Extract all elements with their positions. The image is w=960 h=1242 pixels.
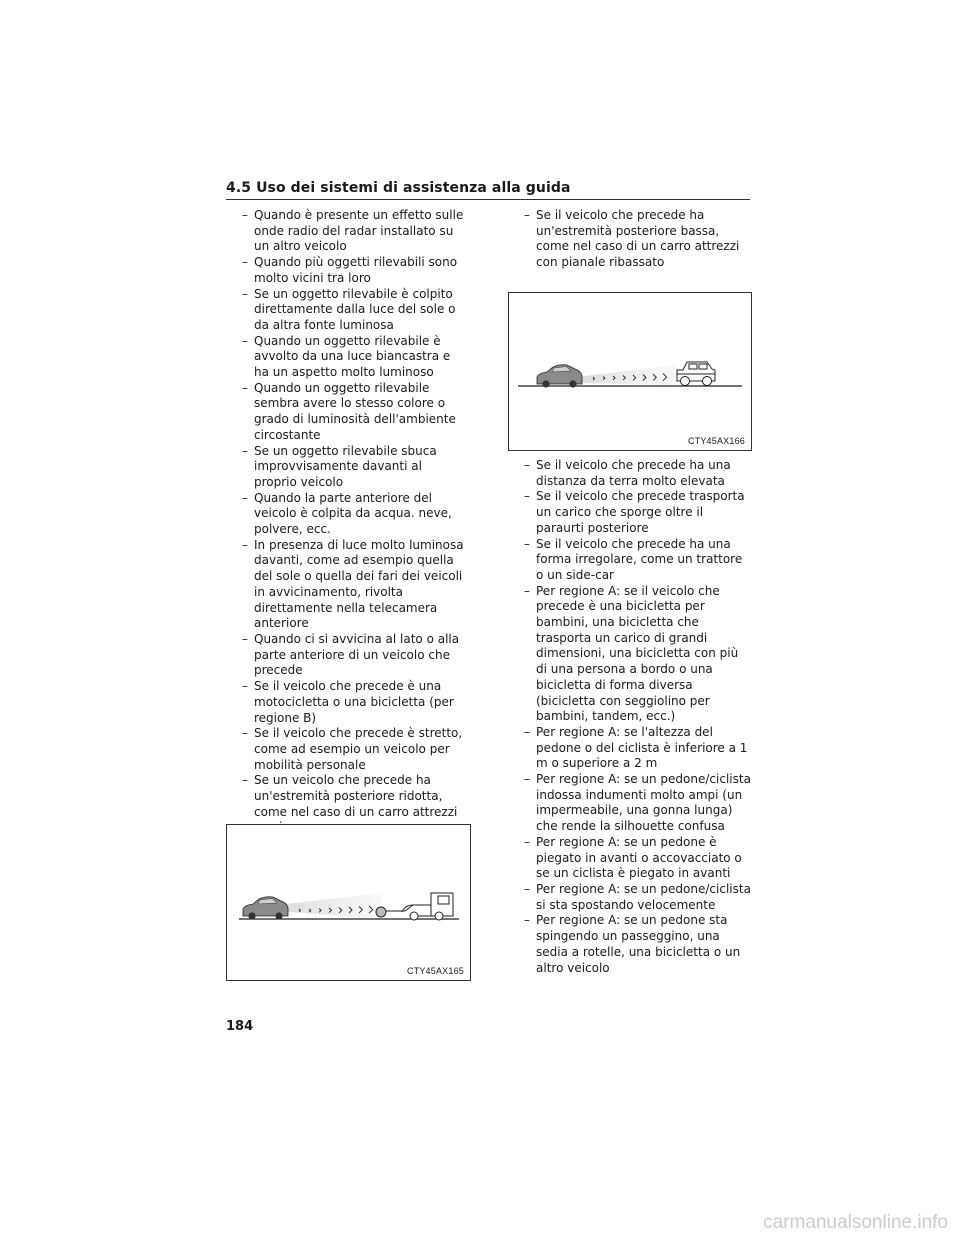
figure-code: CTY45AX165 xyxy=(406,966,464,976)
tow-truck-illustration xyxy=(227,825,470,980)
list-item: – Quando la parte anteriore del veicolo è colpita da acqua. neve, polvere, ecc. xyxy=(226,491,466,538)
section-title: 4.5 Uso dei sistemi di assistenza alla guida xyxy=(226,180,571,196)
list-item: – Per regione A: se l'altezza del pedone o del ciclista è inferiore a 1 m o superiore a 2 m xyxy=(508,725,752,772)
list-item: – Quando un oggetto rilevabile è avvolto da una luce biancastra e ha un aspetto molto luminoso xyxy=(226,334,466,381)
list-item: – Per regione A: se un pedone/ciclista indossa indumenti molto ampi (un impermeabile, una gonna lunga) che rende la silhouette confusa xyxy=(508,772,752,835)
left-column xyxy=(226,208,466,836)
tow-truck-icon xyxy=(376,893,453,920)
radar-beam xyxy=(575,365,677,385)
tow-truck-figure xyxy=(226,824,471,981)
flatbed-illustration xyxy=(509,293,751,450)
own-car-icon xyxy=(243,897,288,920)
site-watermark: carmanualsonline.info xyxy=(763,1212,948,1233)
left-condition-list xyxy=(226,208,466,836)
radar-beam xyxy=(277,893,382,919)
section-header xyxy=(226,180,750,200)
list-item: – Per regione A: se un pedone è piegato in avanti o accovacciato o se un ciclista è piegato in avanti xyxy=(508,835,752,882)
list-item: – Quando è presente un effetto sulle onde radio del radar installato su un altro veicolo xyxy=(226,208,466,255)
right-condition-list-bottom xyxy=(508,458,752,976)
right-column-bottom xyxy=(508,458,752,976)
list-item: – Se il veicolo che precede ha una distanza da terra molto elevata xyxy=(508,458,752,489)
list-item: – Se un oggetto rilevabile è colpito direttamente dalla luce del sole o da altra fonte luminosa xyxy=(226,287,466,334)
list-item: – In presenza di luce molto luminosa davanti, come ad esempio quella del sole o quella dei fari dei veicoli in avvicinamento, rivolta direttamente nella telecamera anteriore xyxy=(226,538,466,632)
own-car-icon xyxy=(537,365,582,388)
right-condition-list-top xyxy=(508,208,752,271)
list-item: – Se un veicolo che precede ha un'estremità posteriore ridotta, come nel caso di un carro attrezzi xyxy=(226,773,466,836)
list-item: – Per regione A: se un pedone/ciclista si sta spostando velocemente xyxy=(508,882,752,913)
list-item: – Se il veicolo che precede ha una forma irregolare, come un trattore o un side-car xyxy=(508,537,752,584)
right-column-top xyxy=(508,208,752,271)
suv-icon xyxy=(677,362,715,386)
list-item: – Quando un oggetto rilevabile sembra avere lo stesso colore o grado di luminosità dell'ambiente circostante xyxy=(226,381,466,444)
list-item: – Quando più oggetti rilevabili sono molto vicini tra loro xyxy=(226,255,466,286)
list-item: – Se il veicolo che precede trasporta un carico che sporge oltre il paraurti posteriore xyxy=(508,489,752,536)
figure-code: CTY45AX166 xyxy=(687,436,745,446)
list-item: – Se il veicolo che precede è una motocicletta o una bicicletta (per regione B) xyxy=(226,679,466,726)
list-item: – Se un oggetto rilevabile sbuca improvvisamente davanti al proprio veicolo xyxy=(226,444,466,491)
list-item: – Se il veicolo che precede è stretto, come ad esempio un veicolo per mobilità personale xyxy=(226,726,466,773)
list-item: – Quando ci si avvicina al lato o alla parte anteriore di un veicolo che precede xyxy=(226,632,466,679)
list-item: – Per regione A: se un pedone sta spingendo un passeggino, una sedia a rotelle, una bicicletta o un altro veicolo xyxy=(508,913,752,976)
list-item: – Se il veicolo che precede ha un'estremità posteriore bassa, come nel caso di un carro attrezzi con pianale ribassato xyxy=(508,208,752,271)
flatbed-figure xyxy=(508,292,752,451)
list-item: – Per regione A: se il veicolo che precede è una bicicletta per bambini, una bicicletta che trasporta un carico di grandi dimensioni, una bicicletta con più di una persona a bordo o una bicicletta di forma diversa (bicicletta con seggiolino per bambini, tandem, ecc.) xyxy=(508,584,752,725)
page-number: 184 xyxy=(226,1019,254,1034)
header-divider xyxy=(226,199,750,200)
